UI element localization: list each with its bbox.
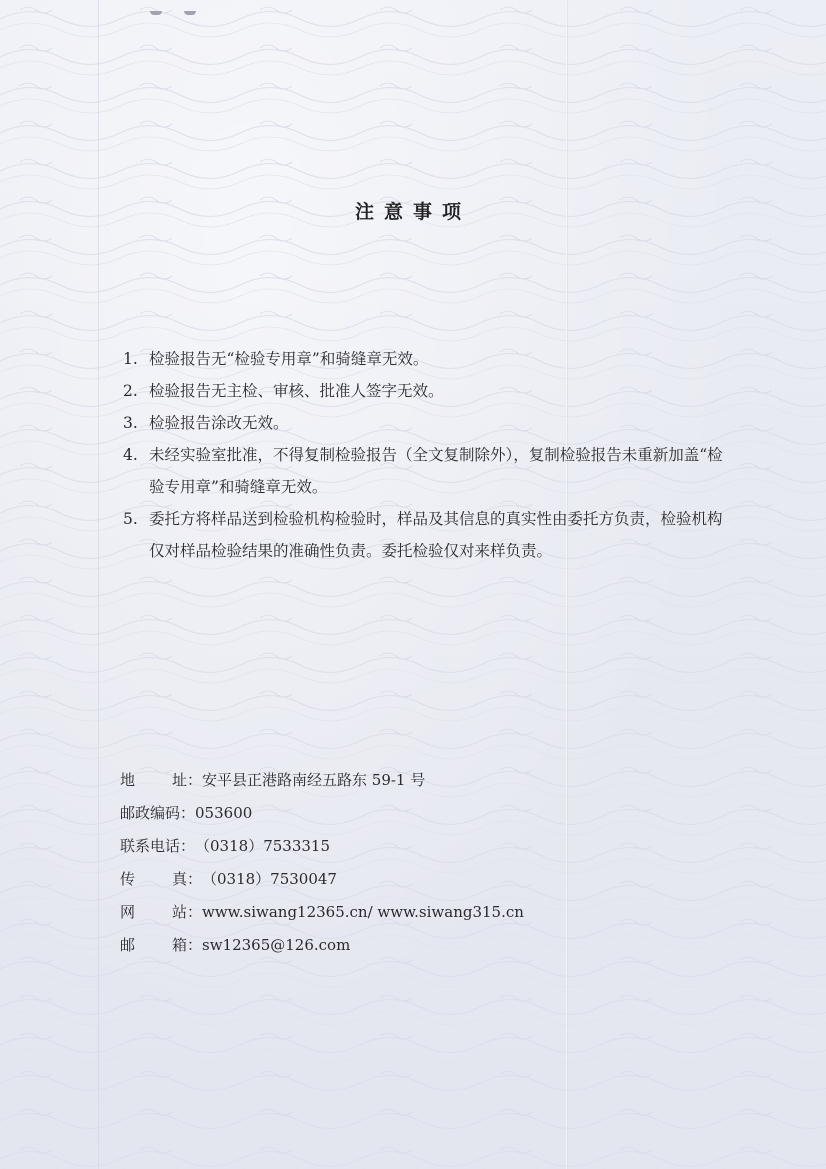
scan-punch-marks	[150, 0, 220, 6]
email-value[interactable]: sw12365@126.com	[202, 936, 351, 954]
address-value: 安平县正港路南经五路东 59-1 号	[202, 771, 426, 789]
notice-item	[123, 503, 723, 567]
phone-label: 联系电话：	[120, 837, 196, 855]
notice-number: 4.	[123, 446, 138, 464]
address-row	[120, 764, 524, 797]
website-label	[120, 896, 202, 929]
email-label-char: 箱：	[171, 936, 202, 954]
postcode-value: 053600	[195, 804, 253, 822]
postcode-row	[120, 797, 524, 830]
email-label	[120, 929, 202, 962]
notice-text: 检验报告无主检、审核、批准人签字无效。	[149, 382, 444, 400]
email-row	[120, 929, 524, 962]
phone-value: （0318）7533315	[195, 837, 330, 855]
address-label-char: 地	[120, 771, 136, 789]
notice-text: 未经实验室批准，不得复制检验报告（全文复制除外），复制检验报告未重新加盖“检验专用章”和骑缝章无效。	[149, 446, 723, 496]
notice-number: 3.	[123, 414, 138, 432]
fax-label	[120, 863, 202, 896]
fold-line	[566, 0, 568, 1169]
page-title: 注意事项	[354, 201, 471, 223]
postcode-label: 邮政编码：	[120, 804, 196, 822]
notice-text: 委托方将样品送到检验机构检验时，样品及其信息的真实性由委托方负责，检验机构仅对样品检验结果的准确性负责。委托检验仅对来样负责。	[149, 510, 723, 560]
address-label	[120, 764, 202, 797]
notice-number: 1.	[123, 350, 138, 368]
website-label-char: 网	[120, 903, 136, 921]
notice-item	[123, 439, 723, 503]
website-value[interactable]: www.siwang12365.cn/ www.siwang315.cn	[202, 903, 524, 921]
fax-label-char: 传	[120, 870, 136, 888]
page-edge-line	[98, 0, 99, 1169]
fax-label-char: 真：	[171, 870, 202, 888]
email-label-char: 邮	[120, 936, 136, 954]
notice-text: 检验报告涂改无效。	[149, 414, 289, 432]
website-label-char: 站：	[171, 903, 202, 921]
fax-value: （0318）7530047	[202, 870, 337, 888]
contact-info	[120, 764, 524, 962]
address-label-char: 址：	[171, 771, 202, 789]
notice-number: 2.	[123, 382, 138, 400]
notice-item	[123, 407, 723, 439]
notice-text: 检验报告无“检验专用章”和骑缝章无效。	[149, 350, 429, 368]
notice-list	[123, 343, 723, 567]
phone-row	[120, 830, 524, 863]
notice-item	[123, 343, 723, 375]
website-row	[120, 896, 524, 929]
fax-row	[120, 863, 524, 896]
notice-item	[123, 375, 723, 407]
notice-number: 5.	[123, 510, 138, 528]
